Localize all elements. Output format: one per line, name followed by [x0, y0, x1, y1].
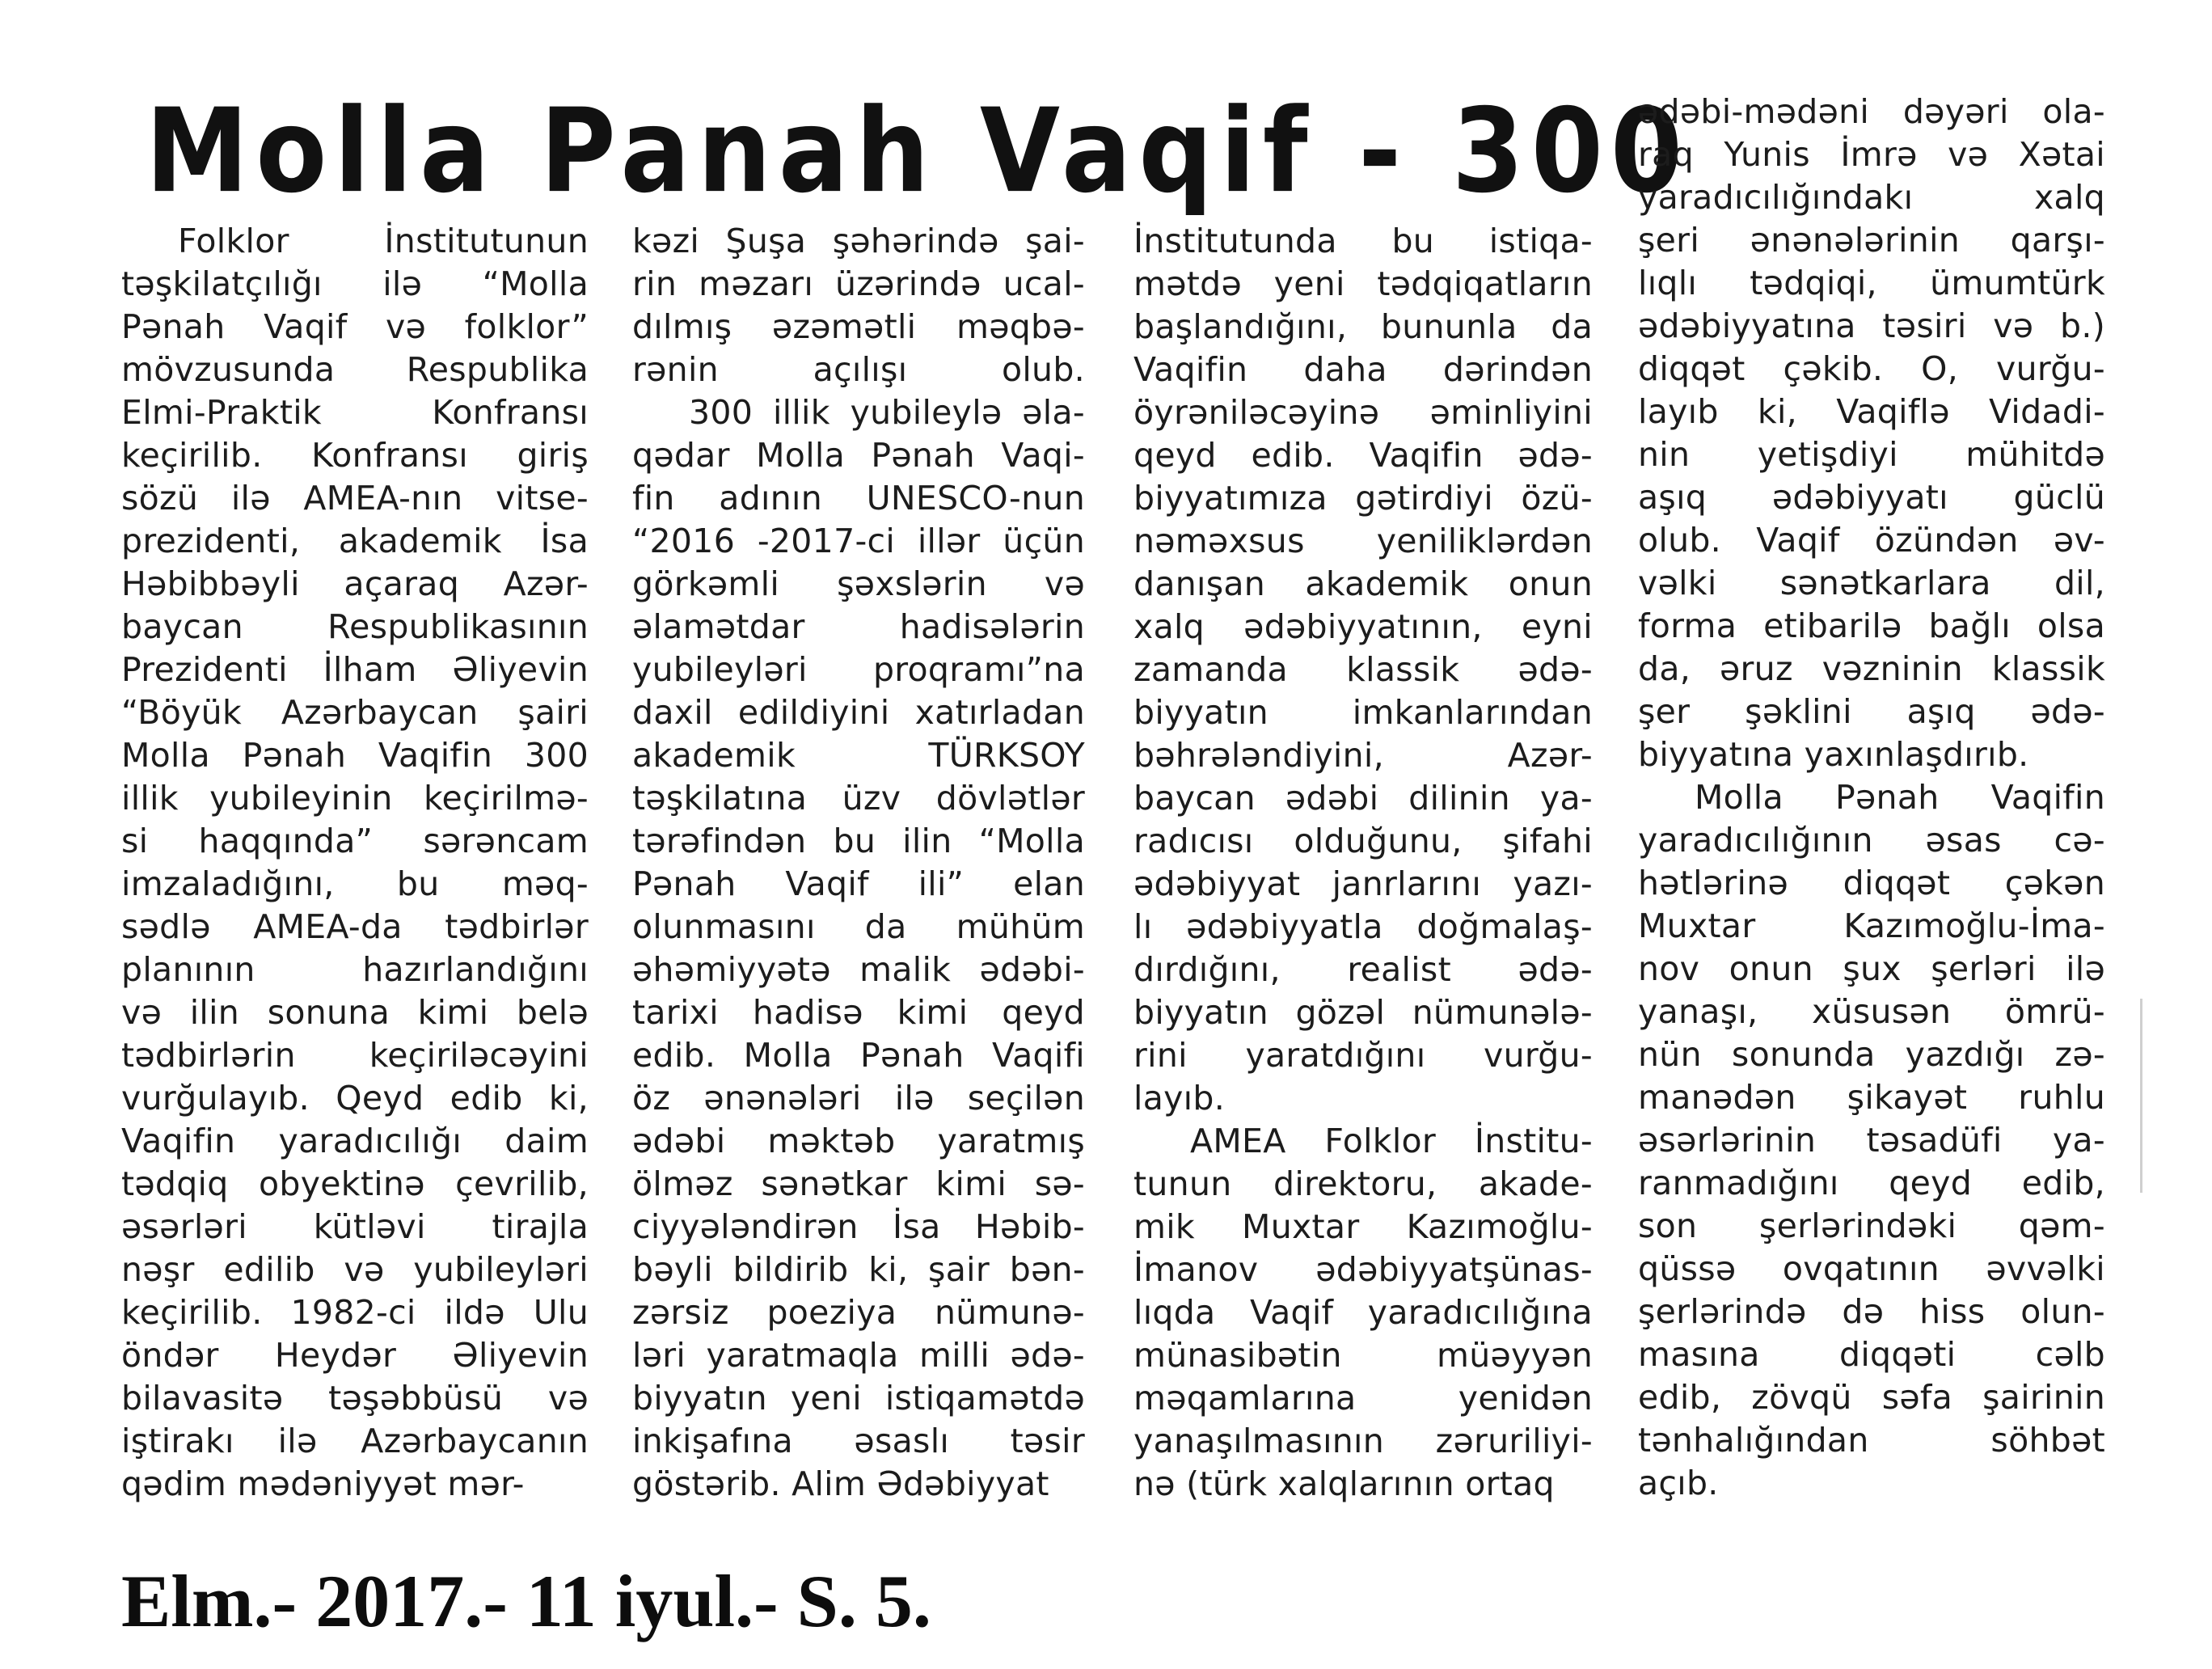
text-line: tədbirlərin keçiriləcəyini	[121, 1036, 589, 1075]
text-line: münasibətin müəyyən	[1133, 1336, 1593, 1375]
article-headline: Molla Panah Vaqif - 300	[146, 84, 1690, 219]
text-line: si haqqında” sərəncam	[121, 822, 589, 860]
text-line: Həbibbəyli açaraq Azər-	[121, 564, 589, 603]
text-line: Pənah Vaqif ili” elan	[632, 864, 1085, 903]
text-line: dırdığını, realist ədə-	[1133, 950, 1593, 989]
text-line: keçirilib. 1982-ci ildə Ulu	[121, 1293, 589, 1332]
text-line: ləri yaratmaqla milli ədə-	[632, 1336, 1085, 1375]
text-line: təşkilatına üzv dövlətlər	[632, 779, 1085, 818]
text-line: sədlə AMEA-da tədbirlər	[121, 907, 589, 946]
text-line: başlandığını, bununla da	[1133, 307, 1593, 346]
text-line: qədim mədəniyyət mər-	[121, 1464, 525, 1503]
text-line: təşkilatçılığı ilə “Molla	[121, 264, 589, 303]
text-line: rini yaratdığını vurğu-	[1133, 1036, 1593, 1075]
article-column-4	[1638, 91, 2105, 1505]
text-line: açıb.	[1638, 1464, 1719, 1502]
text-line: əlamətdar hadisələrin	[632, 607, 1085, 646]
text-line: baycan Respublikasının	[121, 607, 589, 646]
text-line: öyrəniləcəyinə əminliyini	[1133, 393, 1593, 432]
text-line: biyyatın imkanlarından	[1133, 693, 1593, 732]
text-line: mətdə yeni tədqiqatların	[1133, 264, 1593, 303]
text-line: qeyd edib. Vaqifin ədə-	[1133, 436, 1593, 475]
text-line: şer şəklini aşıq ədə-	[1638, 692, 2105, 731]
text-line: əsərləri kütləvi tirajla	[121, 1207, 589, 1246]
text-line: öz ənənələri ilə seçilən	[632, 1079, 1085, 1118]
text-line: Elmi-Praktik Konfransı	[121, 393, 589, 432]
text-line: nün sonunda yazdığı zə-	[1638, 1035, 2105, 1074]
text-line: Vaqifin yaradıcılığı daim	[121, 1122, 589, 1160]
text-line: rənin açılışı olub.	[632, 350, 1085, 389]
text-line: yaradıcılığının əsas cə-	[1638, 821, 2105, 860]
text-line: tədqiq obyektinə çevrilib,	[121, 1164, 589, 1203]
text-line: kəzi Şuşa şəhərində şai-	[632, 222, 1085, 260]
text-line: dılmış əzəmətli məqbə-	[632, 307, 1085, 346]
article-column-3	[1133, 220, 1593, 1506]
text-line: məqamlarına yenidən	[1133, 1379, 1593, 1418]
text-line: biyyatımıza gətirdiyi özü-	[1133, 479, 1593, 518]
text-line: bəyli bildirib ki, şair bən-	[632, 1250, 1085, 1289]
text-line: akademik TÜRKSOY	[632, 736, 1085, 775]
text-line: İnstitutunda bu istiqa-	[1133, 222, 1593, 260]
text-line: Pənah Vaqif və folklor”	[121, 307, 589, 346]
text-line: radıcısı olduğunu, şifahi	[1133, 822, 1593, 860]
text-line: “2016 -2017-ci illər üçün	[632, 522, 1085, 560]
text-line: görkəmli şəxslərin və	[632, 564, 1085, 603]
scan-artifact-line	[2140, 999, 2142, 1193]
text-line: son şerlərindəki qəm-	[1638, 1206, 2105, 1245]
text-line: layıb.	[1133, 1079, 1226, 1118]
text-line: mövzusunda Respublika	[121, 350, 589, 389]
text-line: nəməxsus yeniliklərdən	[1133, 522, 1593, 560]
text-line: şerlərində də hiss olun-	[1638, 1292, 2105, 1331]
text-line: lıqda Vaqif yaradıcılığına	[1133, 1293, 1593, 1332]
text-line: edib, zövqü səfa şairinin	[1638, 1378, 2105, 1417]
text-line: da, əruz vəzninin klassik	[1638, 649, 2105, 688]
text-line: AMEA Folklor İnstitu-	[1190, 1122, 1593, 1160]
text-line: 300 illik yubileylə əla-	[689, 393, 1085, 432]
text-line: öndər Heydər Əliyevin	[121, 1336, 589, 1375]
text-line: İmanov ədəbiyyatşünas-	[1133, 1250, 1593, 1289]
text-line: forma etibarilə bağlı olsa	[1638, 606, 2105, 645]
text-line: yubileyləri proqramı”na	[632, 650, 1085, 689]
text-line: Prezidenti İlham Əliyevin	[121, 650, 589, 689]
text-line: lıqlı tədqiqi, ümumtürk	[1638, 264, 2105, 302]
source-citation: Elm.- 2017.- 11 iyul.- S. 5.	[121, 1560, 931, 1642]
text-line: hətlərinə diqqət çəkən	[1638, 864, 2105, 902]
text-line: nə (türk xalqlarının ortaq	[1133, 1464, 1555, 1503]
text-line: “Böyük Azərbaycan şairi	[121, 693, 589, 732]
text-line: zamanda klassik ədə-	[1133, 650, 1593, 689]
text-line: Molla Pənah Vaqifin	[1695, 778, 2105, 817]
text-line: sözü ilə AMEA-nın vitse-	[121, 479, 589, 518]
text-line: aşıq ədəbiyyatı güclü	[1638, 478, 2105, 517]
text-line: ölməz sənətkar kimi sə-	[632, 1164, 1085, 1203]
text-line: tunun direktoru, akade-	[1133, 1164, 1593, 1203]
text-line: qədar Molla Pənah Vaqi-	[632, 436, 1085, 475]
text-line: zərsiz poeziya nümunə-	[632, 1293, 1085, 1332]
text-line: raq Yunis İmrə və Xətai	[1638, 135, 2105, 174]
text-line: ranmadığını qeyd edib,	[1638, 1164, 2105, 1202]
text-line: illik yubileyinin keçirilmə-	[121, 779, 589, 818]
text-line: ədəbiyyatına təsiri və b.)	[1638, 306, 2105, 345]
text-line: əsərlərinin təsadüfi ya-	[1638, 1121, 2105, 1160]
text-line: nəşr edilib və yubileyləri	[121, 1250, 589, 1289]
text-line: diqqət çəkib. O, vurğu-	[1638, 349, 2105, 388]
text-line: şeri ənənələrinin qarşı-	[1638, 221, 2105, 260]
text-line: əhəmiyyətə malik ədəbi-	[632, 950, 1085, 989]
text-line: vəlki sənətkarlara dil,	[1638, 564, 2105, 602]
article-column-2	[632, 220, 1085, 1506]
text-line: masına diqqəti cəlb	[1638, 1335, 2105, 1374]
text-line: manədən şikayət ruhlu	[1638, 1078, 2105, 1117]
text-line: keçirilib. Konfransı giriş	[121, 436, 589, 475]
article-column-1	[121, 220, 589, 1506]
text-line: biyyatın yeni istiqamətdə	[632, 1379, 1085, 1418]
text-line: ədəbi məktəb yaratmış	[632, 1122, 1085, 1160]
text-line: Muxtar Kazımoğlu-İma-	[1638, 906, 2105, 945]
text-line: biyyatına yaxınlaşdırıb.	[1638, 735, 2029, 774]
text-line: layıb ki, Vaqiflə Vidadi-	[1638, 392, 2105, 431]
text-line: lı ədəbiyyatla doğmalaş-	[1133, 907, 1593, 946]
text-line: prezidenti, akademik İsa	[121, 522, 589, 560]
text-line: və ilin sonuna kimi belə	[121, 993, 589, 1032]
text-line: inkişafına əsaslı təsir	[632, 1422, 1085, 1460]
text-line: biyyatın gözəl nümunələ-	[1133, 993, 1593, 1032]
text-line: Molla Pənah Vaqifin 300	[121, 736, 589, 775]
text-line: ədəbiyyat janrlarını yazı-	[1133, 864, 1593, 903]
text-line: daxil edildiyini xatırladan	[632, 693, 1085, 732]
text-line: mik Muxtar Kazımoğlu-	[1133, 1207, 1593, 1246]
text-line: nin yetişdiyi mühitdə	[1638, 435, 2105, 474]
text-line: qüssə ovqatının əvvəlki	[1638, 1249, 2105, 1288]
text-line: tərəfindən bu ilin “Molla	[632, 822, 1085, 860]
text-line: baycan ədəbi dilinin ya-	[1133, 779, 1593, 818]
text-line: tarixi hadisə kimi qeyd	[632, 993, 1085, 1032]
text-line: yaradıcılığındakı xalq	[1638, 178, 2105, 217]
text-line: ədəbi-mədəni dəyəri ola-	[1638, 92, 2105, 131]
text-line: bəhrələndiyini, Azər-	[1133, 736, 1593, 775]
text-line: edib. Molla Pənah Vaqifi	[632, 1036, 1085, 1075]
text-line: danışan akademik onun	[1133, 564, 1593, 603]
text-line: tənhalığından söhbət	[1638, 1421, 2105, 1460]
text-line: olub. Vaqif özündən əv-	[1638, 521, 2105, 560]
text-line: göstərib. Alim Ədəbiyyat	[632, 1464, 1049, 1503]
text-line: yanaşı, xüsusən ömrü-	[1638, 992, 2105, 1031]
text-line: fin adının UNESCO-nun	[632, 479, 1085, 518]
text-line: olunmasını da mühüm	[632, 907, 1085, 946]
text-line: ciyyələndirən İsa Həbib-	[632, 1207, 1085, 1246]
text-line: nov onun şux şerləri ilə	[1638, 949, 2105, 988]
text-line: rin məzarı üzərində ucal-	[632, 264, 1085, 303]
text-line: Vaqifin daha dərindən	[1133, 350, 1593, 389]
text-line: iştirakı ilə Azərbaycanın	[121, 1422, 589, 1460]
text-line: vurğulayıb. Qeyd edib ki,	[121, 1079, 589, 1118]
text-line: xalq ədəbiyyatının, eyni	[1133, 607, 1593, 646]
text-line: yanaşılmasının zəruriliyi-	[1133, 1422, 1593, 1460]
text-line: imzaladığını, bu məq-	[121, 864, 589, 903]
text-line: bilavasitə təşəbbüsü və	[121, 1379, 589, 1418]
text-line: Folklor İnstitutunun	[178, 222, 589, 260]
text-line: planının hazırlandığını	[121, 950, 589, 989]
